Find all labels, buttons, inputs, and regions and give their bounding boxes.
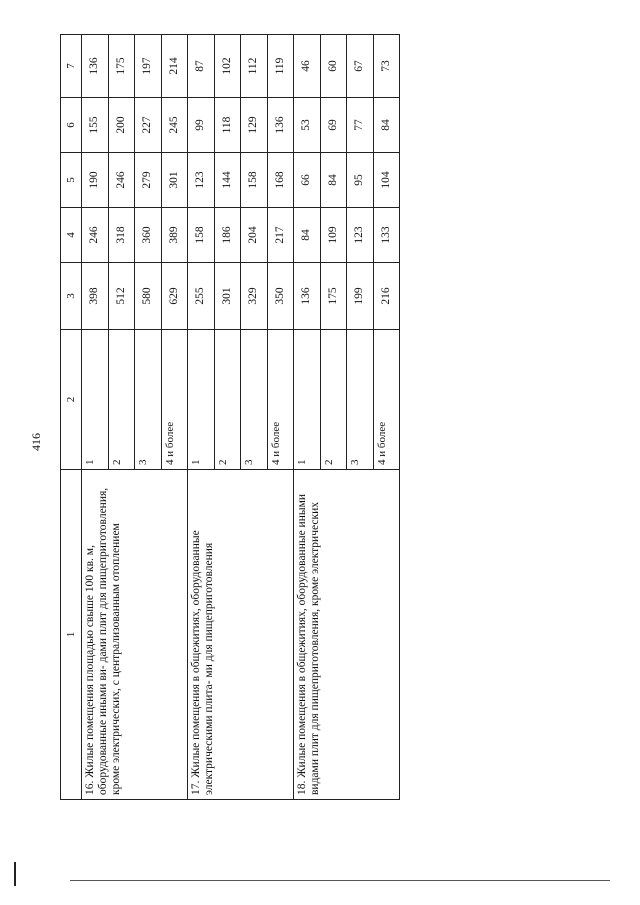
column-header: 1 [61, 470, 82, 800]
room-count: 4 и более [373, 330, 400, 470]
room-count: 2 [214, 330, 241, 470]
value-cell: 190 [82, 153, 109, 208]
value-cell: 301 [214, 263, 241, 330]
room-count: 3 [347, 330, 374, 470]
value-cell: 204 [241, 208, 268, 263]
room-count: 1 [82, 330, 109, 470]
value-cell: 389 [161, 208, 188, 263]
value-cell: 629 [161, 263, 188, 330]
value-cell: 360 [135, 208, 162, 263]
value-cell: 109 [320, 208, 347, 263]
value-cell: 60 [320, 35, 347, 98]
room-count: 3 [241, 330, 268, 470]
value-cell: 255 [188, 263, 215, 330]
value-cell: 118 [214, 98, 241, 153]
column-header: 3 [61, 263, 82, 330]
value-cell: 102 [214, 35, 241, 98]
category-description: 17. Жилые помещения в общежитиях, оборудованные электрическими плита- ми для пищеприготовления [188, 470, 294, 800]
column-header: 4 [61, 208, 82, 263]
room-count: 4 и более [267, 330, 294, 470]
value-cell: 214 [161, 35, 188, 98]
value-cell: 129 [241, 98, 268, 153]
value-cell: 136 [294, 263, 321, 330]
value-cell: 77 [347, 98, 374, 153]
column-header: 7 [61, 35, 82, 98]
room-count: 2 [108, 330, 135, 470]
header-row [61, 35, 82, 800]
rotated-table-container [60, 35, 400, 800]
margin-mark [14, 862, 16, 886]
value-cell: 175 [320, 263, 347, 330]
value-cell: 279 [135, 153, 162, 208]
value-cell: 136 [267, 98, 294, 153]
value-cell: 227 [135, 98, 162, 153]
value-cell: 119 [267, 35, 294, 98]
column-header: 6 [61, 98, 82, 153]
value-cell: 512 [108, 263, 135, 330]
column-header: 2 [61, 330, 82, 470]
value-cell: 84 [373, 98, 400, 153]
table-row [294, 35, 321, 800]
room-count: 2 [320, 330, 347, 470]
room-count: 1 [294, 330, 321, 470]
value-cell: 350 [267, 263, 294, 330]
value-cell: 123 [188, 153, 215, 208]
page-number: 416 [29, 433, 43, 451]
value-cell: 104 [373, 153, 400, 208]
value-cell: 197 [135, 35, 162, 98]
value-cell: 199 [347, 263, 374, 330]
value-cell: 175 [108, 35, 135, 98]
value-cell: 144 [214, 153, 241, 208]
tariff-table [60, 34, 400, 800]
value-cell: 136 [82, 35, 109, 98]
value-cell: 186 [214, 208, 241, 263]
value-cell: 99 [188, 98, 215, 153]
value-cell: 112 [241, 35, 268, 98]
value-cell: 200 [108, 98, 135, 153]
value-cell: 123 [347, 208, 374, 263]
value-cell: 67 [347, 35, 374, 98]
value-cell: 133 [373, 208, 400, 263]
value-cell: 87 [188, 35, 215, 98]
value-cell: 84 [320, 153, 347, 208]
value-cell: 301 [161, 153, 188, 208]
value-cell: 216 [373, 263, 400, 330]
value-cell: 246 [108, 153, 135, 208]
value-cell: 158 [241, 153, 268, 208]
value-cell: 73 [373, 35, 400, 98]
value-cell: 46 [294, 35, 321, 98]
value-cell: 318 [108, 208, 135, 263]
value-cell: 69 [320, 98, 347, 153]
value-cell: 155 [82, 98, 109, 153]
value-cell: 245 [161, 98, 188, 153]
tariff-table-body [61, 35, 400, 800]
value-cell: 580 [135, 263, 162, 330]
value-cell: 329 [241, 263, 268, 330]
value-cell: 95 [347, 153, 374, 208]
category-description: 18. Жилые помещения в общежитиях, оборудованные иными видами плит для пищеприготовления, кроме электрических [294, 470, 400, 800]
room-count: 4 и более [161, 330, 188, 470]
room-count: 3 [135, 330, 162, 470]
value-cell: 158 [188, 208, 215, 263]
page-bottom-rule [70, 880, 610, 881]
value-cell: 66 [294, 153, 321, 208]
value-cell: 53 [294, 98, 321, 153]
table-row [82, 35, 109, 800]
value-cell: 246 [82, 208, 109, 263]
category-description: 16. Жилые помещения площадью свыше 100 кв. м, оборудованные иными ви- дами плит для пищеприготовления, кроме электрических, с централизованным отоплением [82, 470, 188, 800]
column-header: 5 [61, 153, 82, 208]
value-cell: 217 [267, 208, 294, 263]
room-count: 1 [188, 330, 215, 470]
value-cell: 168 [267, 153, 294, 208]
value-cell: 398 [82, 263, 109, 330]
value-cell: 84 [294, 208, 321, 263]
table-row [188, 35, 215, 800]
